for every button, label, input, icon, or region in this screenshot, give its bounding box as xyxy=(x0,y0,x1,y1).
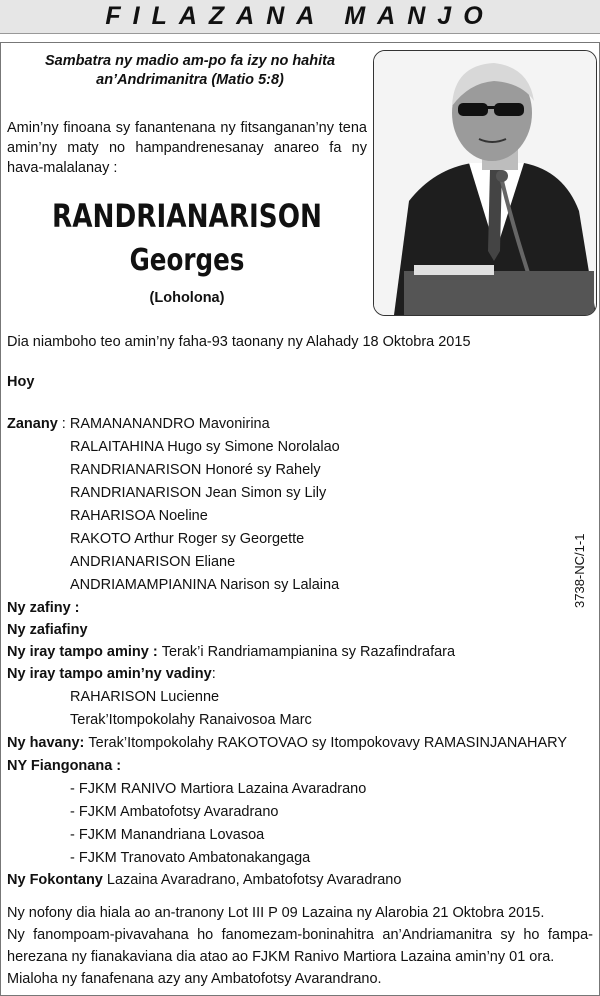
church-3: - FJKM Manandriana Lovasoa xyxy=(70,827,265,843)
church-1: - FJKM RANIVO Martiora Lazaina Avaradrano xyxy=(70,781,367,797)
hoy-label: Hoy xyxy=(7,374,35,390)
newspaper-section-header xyxy=(0,0,600,34)
closing-paragraph-3: Mialoha ny fanafenana azy any Ambatofotsy Avarandrano. xyxy=(7,971,382,987)
child-1: : RAMANANANDRO Mavonirina xyxy=(57,416,270,432)
relatives-label: Ny havany: xyxy=(7,735,89,751)
deceased-given-name: Georges xyxy=(129,243,245,278)
children-first-line xyxy=(7,414,270,434)
deceased-alias: (Loholona) xyxy=(149,290,225,306)
fokontany-value: Lazaina Avaradrano, Ambatofotsy Avaradrano xyxy=(106,872,402,888)
child-5: RAHARISOA Noeline xyxy=(70,508,208,524)
child-4: RANDRIANARISON Jean Simon sy Lily xyxy=(70,485,327,501)
spouse-siblings-line xyxy=(7,664,216,684)
closing-text xyxy=(7,902,593,990)
church-4: - FJKM Tranovato Ambatonakangaga xyxy=(70,850,311,866)
child-2: RALAITAHINA Hugo sy Simone Norolalao xyxy=(70,439,340,455)
portrait-photo-icon xyxy=(374,51,596,315)
reference-code: 3738-NC/1-1 xyxy=(572,533,587,608)
bible-verse xyxy=(30,52,350,90)
child-3: RANDRIANARISON Honoré sy Rahely xyxy=(70,462,321,478)
child-7: ANDRIANARISON Eliane xyxy=(70,554,236,570)
child-8: ANDRIAMAMPIANINA Narison sy Lalaina xyxy=(70,577,340,593)
child-6: RAKOTO Arthur Roger sy Georgette xyxy=(70,531,305,547)
children-label: Zanany xyxy=(7,416,58,432)
spouse-sibling-2: Terak’Itompokolahy Ranaivosoa Marc xyxy=(70,712,312,728)
closing-paragraph-1: Ny nofony dia hiala ao an-tranony Lot III P 09 Lazaina ny Alarobia 21 Oktobra 2015. xyxy=(7,905,545,921)
great-grandchildren-label: Ny zafiafiny xyxy=(7,622,88,638)
church-2: - FJKM Ambatofotsy Avaradrano xyxy=(70,804,279,820)
portrait-photo xyxy=(373,50,597,316)
deceased-surname: RANDRIANARISON xyxy=(52,197,322,235)
relatives-line xyxy=(7,733,567,753)
verse-line-1: Sambatra ny madio am-po fa izy no hahita xyxy=(44,53,336,69)
verse-line-2: an’Andrimanitra (Matio 5:8) xyxy=(96,72,284,88)
fokontany-label: Ny Fokontany xyxy=(7,872,107,888)
churches-label: NY Fiangonana : xyxy=(7,758,122,774)
sibling-line xyxy=(7,642,455,662)
sibling-label: Ny iray tampo aminy : xyxy=(7,644,162,660)
closing-paragraph-2: Ny fanompoam-pivavahana ho fanomezam-boninahitra an’Andriamanitra sy ho fampa-herezana ny fianakaviana dia atao ao FJKM Ranivo Martiora Lazaina amin’ny 01 ora. xyxy=(7,927,593,965)
relatives-value: Terak’Itompokolahy RAKOTOVAO sy Itompokovavy RAMASINJANAHARY xyxy=(88,735,568,751)
spouse-sibling-1: RAHARISON Lucienne xyxy=(70,689,220,705)
death-notice: Dia niamboho teo amin’ny faha-93 taonany ny Alahady 18 Oktobra 2015 xyxy=(7,334,471,350)
spouse-siblings-label: Ny iray tampo amin’ny vadiny xyxy=(7,666,212,682)
sibling-value: Terak’i Randriamampianina sy Razafindrafara xyxy=(161,644,456,660)
grandchildren-label: Ny zafiny : xyxy=(7,600,80,616)
fokontany-line xyxy=(7,870,401,890)
intro-text: Amin’ny finoana sy fanantenana ny fitsanganan’ny tena amin’ny maty no hampandrenesanay anareo fa ny hava-malalanay : xyxy=(7,120,367,176)
section-title: FILAZANA MANJO xyxy=(105,2,495,30)
spouse-siblings-colon: : xyxy=(211,666,216,682)
